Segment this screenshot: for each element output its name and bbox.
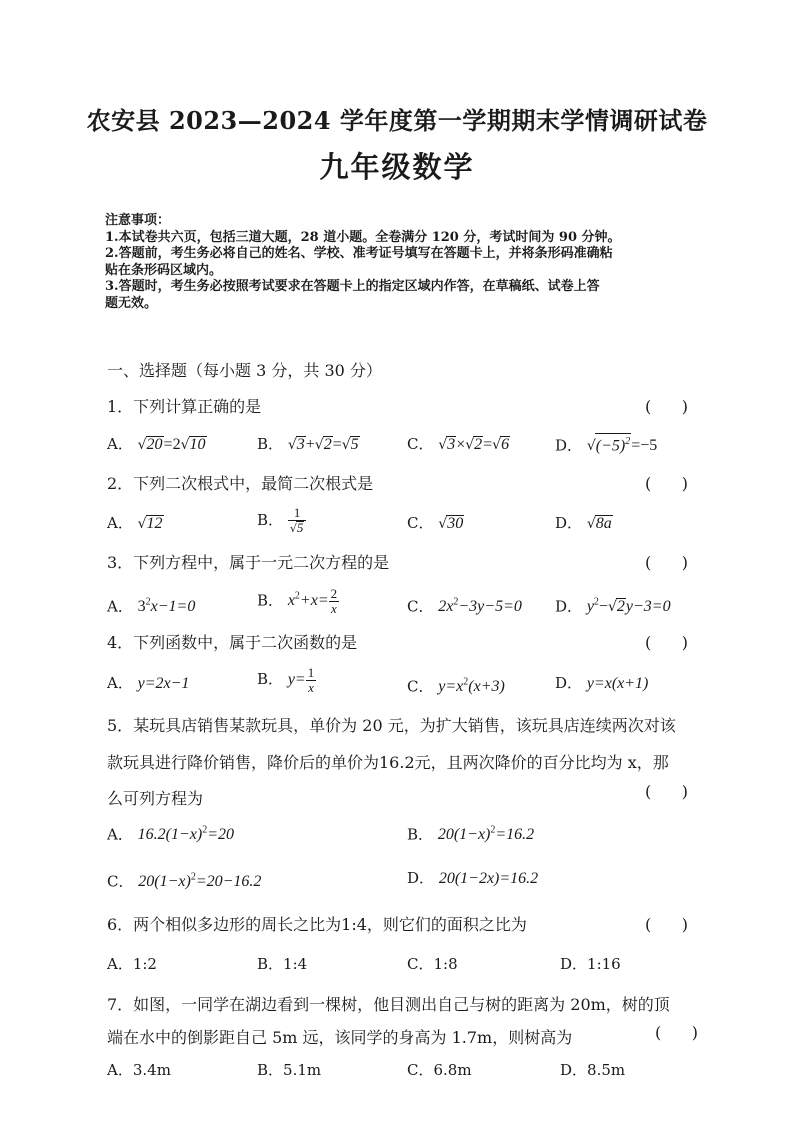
question-2-stem: 2．下列二次根式中，最简二次根式是 (107, 474, 374, 493)
q7-option-d: D．8.5m (560, 1061, 626, 1079)
notes-item: 3.答题时，考生务必按照考试要求在答题卡上的指定区域内作答，在草稿纸、试卷上答 (105, 279, 600, 294)
answer-bracket: ( ) (655, 1023, 698, 1042)
stem-line: 7．如图，一同学在湖边看到一棵树，他目测出自己与树的距离为 20m，树的顶 (107, 995, 670, 1014)
q1-option-c: C． √3×√2=√6 (407, 435, 510, 453)
q7-option-c: C．6.8m (407, 1061, 472, 1079)
q6-option-d: D．1:16 (560, 955, 621, 973)
section-title: 一、选择题（每小题 3 分，共 30 分） (107, 361, 382, 380)
notes-item: 题无效。 (105, 295, 158, 311)
stem-line: 端在水中的倒影距自己 5m 远，该同学的身高为 1.7m，则树高为 (107, 1028, 573, 1047)
q4-option-c: C． $y=x^2(x+3)$ (407, 677, 505, 696)
q6-option-a: A．1:2 (107, 955, 157, 973)
exam-title: 农安县 2023—2024 学年度第一学期期末学情调研试卷 (86, 106, 708, 135)
question-4-stem: 4．下列函数中，属于二次函数的是 (107, 633, 358, 652)
answer-bracket: ( ) (645, 553, 688, 572)
q4-option-a: A． y=2x−1 (107, 674, 190, 692)
exam-subtitle: 九年级数学 (319, 150, 475, 184)
q2-option-c: C． √30 (407, 514, 464, 532)
stem-line: 5．某玩具店销售某款玩具，单价为 20 元，为扩大销售，该玩具店连续两次对该 (107, 716, 676, 735)
q4-option-b: B． y= $\frac{1}{x}$ (257, 665, 315, 695)
q7-option-b: B．5.1m (257, 1061, 322, 1079)
notes-item: 2.答题前，考生务必将自己的姓名、学校、准考证号填写在答题卡上，并将条形码准确粘 (105, 246, 613, 261)
q2-option-d: D． √8a (555, 514, 612, 532)
answer-bracket: ( ) (645, 915, 688, 934)
stem-line: 款玩具进行降价销售，降价后的单价为16.2元，且两次降价的百分比均为 x，那 (107, 752, 669, 772)
q5-option-a: A． $16.2(1-x)^2=20$ (107, 825, 234, 844)
stem-line: 么可列方程为 (107, 789, 204, 808)
question-5-stem (107, 708, 707, 818)
q3-option-d: D． $y^2-√2y-3=0$ (555, 597, 671, 616)
q1-option-b: B． √3+√2=√5 (257, 435, 359, 453)
q2-option-a: A． √12 (107, 514, 163, 532)
q4-option-d: D． y=x(x+1) (555, 674, 649, 692)
answer-bracket: ( ) (645, 397, 688, 416)
q3-option-a: A． $3^2x-1=0$ (107, 597, 196, 616)
q5-option-b: B． $20(1-x)^2=16.2$ (407, 825, 535, 844)
q1-option-d: D． $√(-5)^2=-5$ (555, 433, 657, 457)
notes-item: 贴在条形码区域内。 (105, 262, 223, 278)
q7-option-a: A．3.4m (107, 1061, 171, 1079)
q6-option-c: C．1:8 (407, 955, 458, 973)
q2-option-b: B． $\frac{1}{√5}$ (257, 506, 306, 536)
answer-bracket: ( ) (645, 782, 688, 801)
question-1-stem: 1．下列计算正确的是 (107, 397, 262, 416)
question-3-stem: 3．下列方程中，属于一元二次方程的是 (107, 553, 390, 572)
question-6-stem: 6．两个相似多边形的周长之比为1:4，则它们的面积之比为 (107, 915, 527, 934)
notes-heading: 注意事项： (105, 213, 171, 228)
q3-option-c: C． $2x^2-3y-5=0$ (407, 597, 522, 616)
q3-option-b: B． $x^2+x=$ $\frac{2}{x}$ (257, 586, 338, 617)
q6-option-b: B．1:4 (257, 955, 308, 973)
notes-block (105, 213, 705, 312)
q1-option-a: A． √20=2√10 (107, 435, 206, 453)
notes-item: 1.本试卷共六页，包括三道大题，28 道小题。全卷满分 120 分，考试时间为 90 分钟。 (105, 229, 621, 245)
q5-option-d: D． 20(1−2x)=16.2 (407, 869, 539, 887)
answer-bracket: ( ) (645, 633, 688, 652)
q5-option-c: C． $20(1-x)^2=20-16.2$ (107, 872, 262, 891)
answer-bracket: ( ) (645, 474, 688, 493)
question-7-stem (107, 988, 707, 1054)
